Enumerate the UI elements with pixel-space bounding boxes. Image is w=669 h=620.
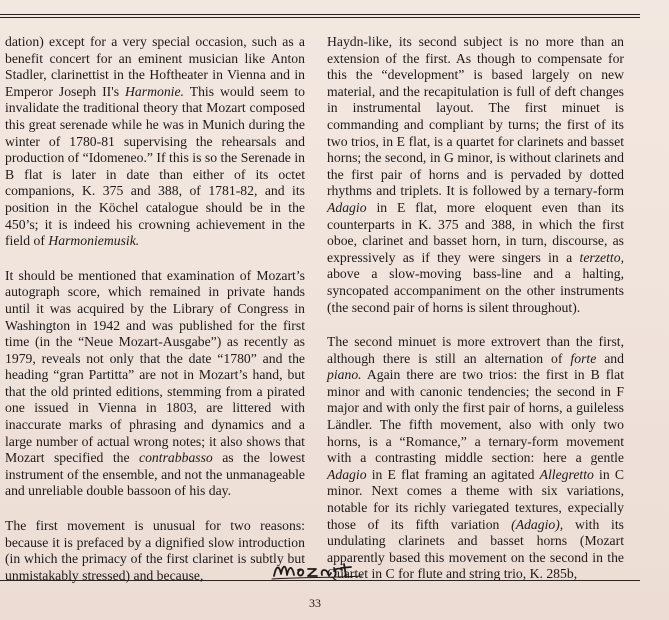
right-paragraph-2: The second minuet is more extrovert than the first, although there is still an alternation of forte and piano. Again there are two trios: the first in B flat minor and with canonic tendencies; the second in F major and with only the first pair of horns, a guileless Ländler. The fifth movement, also with only two horns, is a “Romance,” a ternary-form movement with a contrasting middle section: here a gentle Adagio in E flat framing an agitated Allegretto in C minor. Next comes a theme with six variations, notable for its richly variegated textures, expecially those of its fifth variation (Adagio), with its undulating clarinets and basset horns (Mozart apparently based this movement on the second in the Quartet in C for flute and string trio, K. 285b, (327, 334, 624, 582)
top-rule (0, 14, 640, 15)
page-number: 33 (309, 596, 321, 610)
left-paragraph-2: It should be mentioned that examination of Mozart’s autograph score, which remained in private hands until it was acquired by the Library of Congress in Washington in 1942 and was published for the first time (in the “Neue Mozart-Ausgabe”) as recently as 1979, reveals not only that the date “1780” and the heading “gran Partitta” are not in Mozart’s hand, but that the old printed editions, stemming from a pirated one issued in Vienna in 1803, are littered with inaccurate marks of phrasing and dynamics and a large number of actual wrong notes; it also shows that Mozart specified the contrabbasso as the lowest instrument of the ensemble, and not the unmanageable and unreliable double bassoon of his day. (5, 267, 305, 499)
mozart-signature-logo (270, 558, 370, 582)
right-paragraph-1: Haydn-like, its second subject is no more than an extension of the first. As though to compensate for this the “development” is based largely on new material, and the recapitulation is full of deft changes in instrumental layout. The first minuet is commanding and compliant by turns; the first of its two trios, in E flat, is a quartet for clarinets and basset horns; the second, in G minor, is without clarinets and the first pair of horns and is pervaded by dotted rhythms and triplets. It is followed by a ternary-form Adagio in E flat, more eloquent even than its counterparts in K. 375 and 388, in which the first oboe, clarinet and basset horn, in turn, discourse, as expressively as if they were singers in a terzetto, above a slow-moving bass-line and a halting, syncopated accompaniment on the other instruments (the second pair of horns is silent throughout). (327, 34, 624, 315)
left-paragraph-1: dation) except for a very special occasion, such as a benefit concert for an eminent musician like Anton Stadler, clarinettist in the Hoftheater in Vienna and in Emperor Joseph II's Harmonie. This would seem to invalidate the traditional theory that Mozart composed this great serenade while he was in Munich during the winter of 1780-81 supervising the rehearsals and production of “Idomeneo.” If this is so the Serenade in B flat is later in date than either of its octet companions, K. 375 and 388, of 1781-82, and its position in the Köchel catalogue should be in the 450’s; it is indeed his crowning achievement in the field of Harmoniemusik. (5, 34, 305, 249)
left-paragraph-3: The first movement is unusual for two reasons: because it is prefaced by a dignified slow introduction (in which the primacy of the first clarinet is subtly but unmistakably stressed) and because, (5, 518, 305, 583)
left-column (5, 34, 305, 584)
top-rule-inner (0, 17, 640, 18)
right-column (327, 34, 624, 583)
bottom-rule (0, 580, 640, 581)
